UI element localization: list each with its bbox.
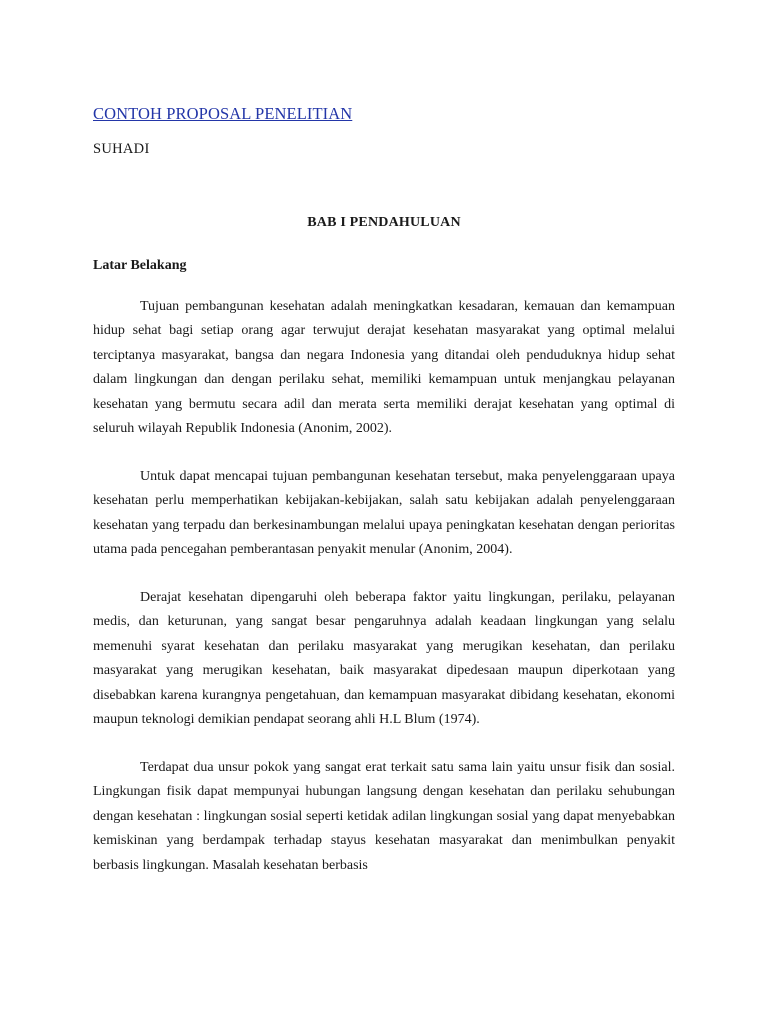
author-name: SUHADI xyxy=(93,141,150,157)
section-heading: Latar Belakang xyxy=(93,258,187,273)
paragraph: Derajat kesehatan dipengaruhi oleh beberapa faktor yaitu lingkungan, perilaku, pelayanan medis, dan keturunan, yang sangat besar pengaruhnya adalah keadaan lingkungan yang selalu memenuhi syarat kesehatan dan perilaku masyarakat yang merugikan kesehatan, dan perilaku masyarakat yang merugikan kesehatan, baik masyarakat dipedesaan maupun diperkotaan yang disebabkan karena kurangnya pengetahuan, dan kemampuan masyarakat dibidang kesehatan, ekonomi maupun teknologi demikian pendapat seorang ahli H.L Blum (1974). xyxy=(93,590,675,728)
body-text xyxy=(93,295,675,902)
paragraph: Terdapat dua unsur pokok yang sangat erat terkait satu sama lain yaitu unsur fisik dan sosial. Lingkungan fisik dapat mempunyai hubungan langsung dengan kesehatan dan perilaku sehubungan dengan kesehatan : lingkungan sosial seperti ketidak adilan lingkungan sosial yang dapat menyebabkan kemiskinan yang berdampak terhadap stayus kesehatan masyarakat dan menimbulkan penyakit berbasis lingkungan. Masalah kesehatan berbasis xyxy=(93,760,675,873)
paragraph: Untuk dapat mencapai tujuan pembangunan kesehatan tersebut, maka penyelenggaraan upaya kesehatan perlu memperhatikan kebijakan-kebijakan, salah satu kebijakan adalah penyelenggaraan kesehatan yang terpadu dan berkesinambungan melalui upaya peningkatan kesehatan dengan perioritas utama pada pencegahan pemberantasan penyakit menular (Anonim, 2004). xyxy=(93,468,675,558)
document-title-link[interactable]: CONTOH PROPOSAL PENELITIAN xyxy=(93,104,353,123)
paragraph: Tujuan pembangunan kesehatan adalah meningkatkan kesadaran, kemauan dan kemampuan hidup sehat bagi setiap orang agar terwujut derajat kesehatan masyarakat yang optimal melalui terciptanya masyarakat, bangsa dan negara Indonesia yang ditandai oleh penduduknya hidup sehat dalam lingkungan dan dengan perilaku sehat, memiliki kemampuan untuk menjangkau pelayanan kesehatan yang bermutu secara adil dan merata serta memiliki derajat kesehatan yang optimal di seluruh wilayah Republik Indonesia (Anonim, 2002). xyxy=(93,299,675,437)
chapter-heading: BAB I PENDAHULUAN xyxy=(307,215,461,230)
